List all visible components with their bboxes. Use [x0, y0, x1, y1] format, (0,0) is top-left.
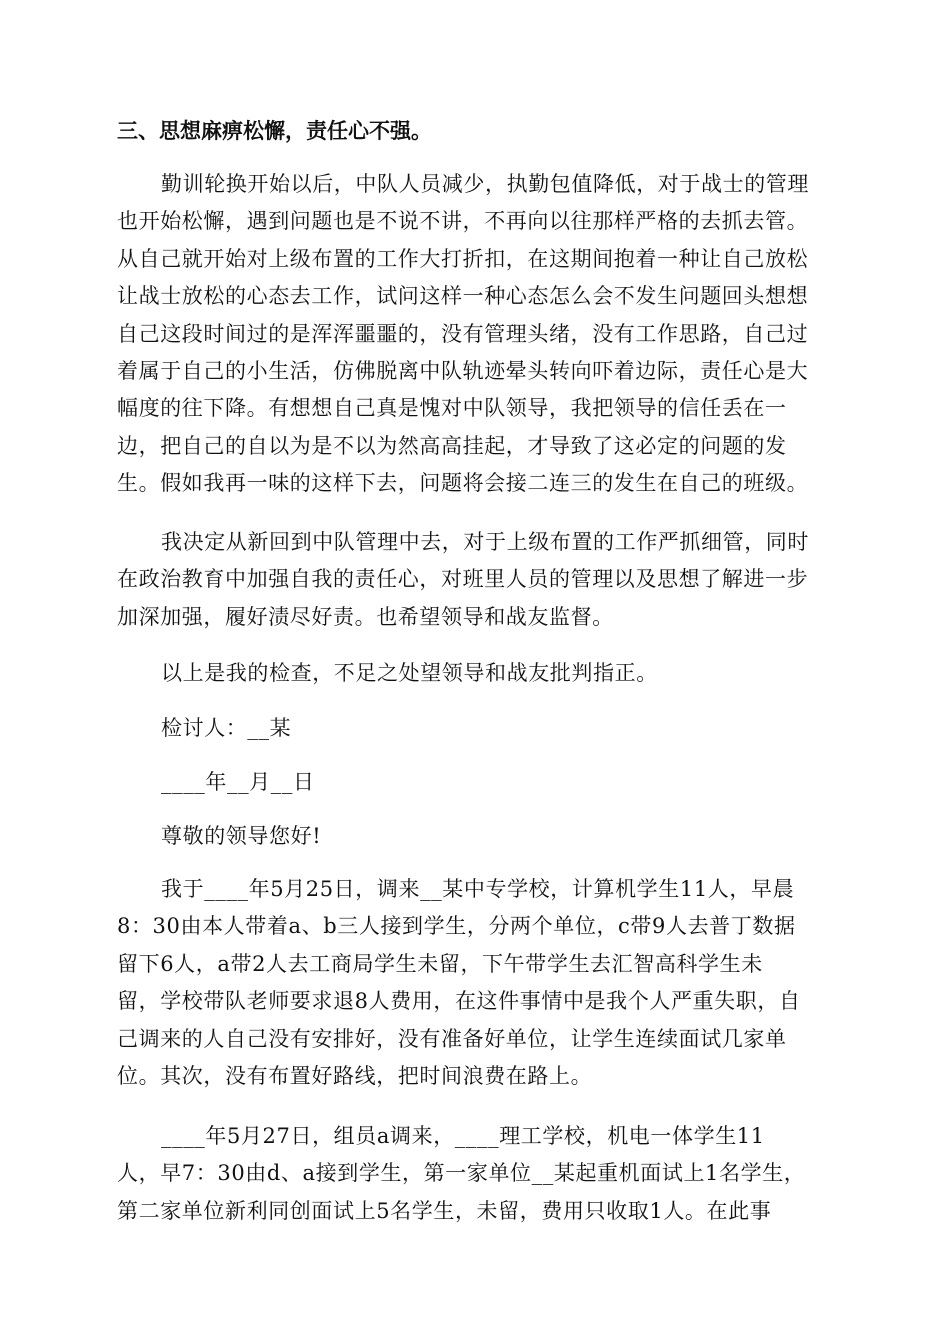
- text-line: 勤训轮换开始以后，中队人员减少，执勤包值降低，对于战士的管理: [161, 172, 809, 196]
- text-line: 我决定从新回到中队管理中去，对于上级布置的工作严抓细管，同时: [161, 530, 809, 554]
- paragraph-incident-2: [117, 1118, 835, 1230]
- text-line: 第二家单位新利同创面试上5名学生，未留，费用只收取1人。在此事: [117, 1198, 772, 1223]
- paragraph-closing: [117, 655, 835, 692]
- text-line: 以上是我的检查，不足之处望领导和战友批判指正。: [161, 661, 658, 685]
- greeting: [117, 818, 835, 855]
- greeting-text: 尊敬的领导您好!: [161, 824, 322, 848]
- text-line: 在政治教育中加强自我的责任心，对班里人员的管理以及思想了解进一步: [117, 567, 809, 592]
- signer: 检讨人：__某: [161, 716, 292, 740]
- date-line: [117, 764, 835, 801]
- signature-line: [117, 710, 835, 747]
- text-line: ____年5月27日，组员a调来，____理工学校，机电一体学生11: [161, 1124, 765, 1148]
- text-line: 幅度的往下降。有想想自己真是愧对中队领导，我把领导的信任丢在一: [117, 396, 787, 421]
- date: ____年__月__日: [161, 770, 315, 794]
- paragraph-responsibility: [117, 166, 835, 503]
- text-line: 留，学校带队老师要求退8人费用，在这件事情中是我个人严重失职，自: [117, 989, 801, 1014]
- section-heading: 三、思想麻痹松懈，责任心不强。: [117, 118, 432, 143]
- paragraph-incident-1: [117, 871, 835, 1095]
- text-line: 8：30由本人带着a、b三人接到学生，分两个单位，c带9人去普丁数据: [117, 914, 796, 939]
- text-line: 我于____年5月25日，调来__某中专学校，计算机学生11人，早晨: [161, 877, 795, 901]
- text-line: 自己这段时间过的是浑浑噩噩的，没有管理头绪，没有工作思路，自己过: [117, 321, 809, 346]
- text-line: 也开始松懈，遇到问题也是不说不讲，不再向以往那样严格的去抓去管。: [117, 209, 809, 234]
- text-line: 人，早7：30由d、a接到学生，第一家单位__某起重机面试上1名学生，: [117, 1161, 806, 1186]
- text-line: 加深加强，履好渍尽好责。也希望领导和战友监督。: [117, 604, 614, 629]
- text-line: 从自己就开始对上级布置的工作大打折扣，在这期间抱着一种让自己放松: [117, 246, 809, 271]
- text-line: 让战士放松的心态去工作，试问这样一种心态怎么会不发生问题回头想想: [117, 284, 809, 309]
- text-line: 着属于自己的小生活，仿佛脱离中队轨迹晕头转向吓着边际，责任心是大: [117, 358, 809, 383]
- text-line: 边，把自己的自以为是不以为然高高挂起，才导致了这必定的问题的发: [117, 433, 787, 458]
- text-line: 生。假如我再一味的这样下去，问题将会接二连三的发生在自己的班级。: [117, 471, 809, 496]
- text-line: 留下6人，a带2人去工商局学生未留，下午带学生去汇智高科学生未: [117, 951, 763, 976]
- text-line: 位。其次，没有布置好路线，把时间浪费在路上。: [117, 1063, 593, 1088]
- text-line: 己调来的人自己没有安排好，没有准备好单位，让学生连续面试几家单: [117, 1026, 787, 1051]
- paragraph-resolution: [117, 524, 835, 636]
